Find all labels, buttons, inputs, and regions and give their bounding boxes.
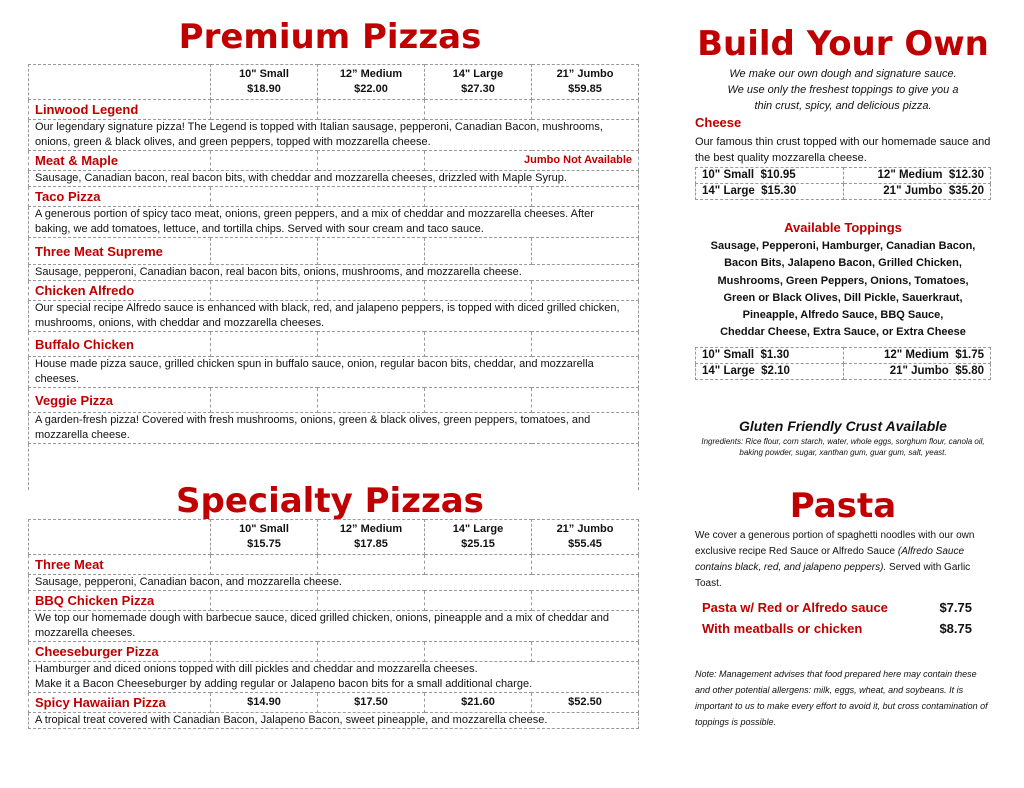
pizza-name: Buffalo Chicken: [29, 332, 211, 357]
premium-pizzas-title: Premium Pizzas: [178, 17, 482, 57]
size-large: 14" Large $25.15: [425, 520, 532, 555]
size-medium: 12” Medium $17.85: [318, 520, 425, 555]
premium-pizza-table: [28, 64, 639, 490]
available-toppings-heading: Available Toppings: [784, 220, 902, 235]
cheese-price-small: 10" Small $10.95: [696, 168, 844, 184]
pizza-name: Veggie Pizza: [29, 388, 211, 413]
toppings-list: Sausage, Pepperoni, Hamburger, Canadian Bacon, Bacon Bits, Jalapeno Bacon, Grilled Chicken, Mushrooms, Green Peppers, Onions, Tomatoes, Green or Black Olives, Dill Pickle, Sauerkraut, Pineapple, Alfredo Sauce, BBQ Sauce, Cheddar Cheese, Extra Sauce, or Extra Cheese: [710, 240, 976, 339]
pizza-name: Linwood Legend: [29, 100, 211, 120]
size-jumbo: 21” Jumbo $59.85: [532, 65, 639, 100]
pizza-name: Cheeseburger Pizza: [29, 642, 211, 662]
pasta-item: Pasta w/ Red or Alfredo sauce $7.75: [702, 600, 972, 615]
pizza-name: Taco Pizza: [29, 187, 211, 207]
pizza-description: Hamburger and diced onions topped with dill pickles and cheddar and mozzarella cheeses. Make it a Bacon Cheeseburger by adding regular or Jalapeno bacon bits for a small additional charge.: [29, 662, 639, 693]
allergen-note: Note: Management advises that food prepared here may contain these and other potential allergens: milk, eggs, wheat, and soybeans. It is important to us to make every effort to avoid it, but cross contamination of toppings is possible.: [695, 669, 988, 727]
price-medium: $17.50: [318, 693, 425, 713]
pizza-name: Meat & Maple: [29, 151, 211, 171]
pizza-name: Spicy Hawaiian Pizza: [29, 693, 211, 713]
size-small: 10" Small $18.90: [211, 65, 318, 100]
size-medium: 12” Medium $22.00: [318, 65, 425, 100]
pizza-name: Three Meat: [29, 555, 211, 575]
pasta-item: With meatballs or chicken $8.75: [702, 621, 972, 636]
pizza-description: We top our homemade dough with barbecue sauce, diced grilled chicken, onions, pineapple and a mix of cheddar and mozzarella cheeses.: [29, 611, 639, 642]
pizza-description: A generous portion of spicy taco meat, onions, green peppers, and a mix of cheddar and mozzarella cheeses. After baking, we add tomatoes, lettuce, and tortilla chips. Served with sour cream and taco sauce.: [29, 207, 639, 238]
size-header-row: [29, 65, 639, 100]
cheese-description: Our famous thin crust topped with our homemade sauce and the best quality mozzarella cheese.: [695, 136, 991, 164]
topping-price-jumbo: 21" Jumbo $5.80: [843, 364, 991, 380]
pasta-description: We cover a generous portion of spaghetti noodles with our own exclusive recipe Red Sauce or Alfredo Sauce (Alfredo Sauce contains black, red, and jalapeno peppers). Served with Garlic Toast.: [695, 530, 975, 589]
pasta-title: Pasta: [789, 486, 897, 526]
price-large: $21.60: [425, 693, 532, 713]
pizza-name: Three Meat Supreme: [29, 238, 211, 265]
topping-price-large: 14" Large $2.10: [696, 364, 844, 380]
price-jumbo: $52.50: [532, 693, 639, 713]
size-header-row: [29, 520, 639, 555]
size-jumbo: 21” Jumbo $55.45: [532, 520, 639, 555]
build-your-own-title: Build Your Own: [697, 24, 989, 64]
gluten-friendly-heading: Gluten Friendly Crust Available: [739, 418, 947, 434]
specialty-pizzas-title: Specialty Pizzas: [176, 481, 484, 521]
pizza-name: Chicken Alfredo: [29, 281, 211, 301]
pizza-description: House made pizza sauce, grilled chicken spun in buffalo sauce, onion, regular bacon bits, cheddar, and mozzarella cheeses.: [29, 357, 639, 388]
cheese-price-table: [695, 167, 991, 200]
pizza-description: Sausage, pepperoni, Canadian bacon, real bacon bits, onions, mushrooms, and mozzarella cheese.: [29, 265, 639, 281]
pizza-description: A tropical treat covered with Canadian Bacon, Jalapeno Bacon, sweet pineapple, and mozzarella cheese.: [29, 713, 639, 729]
cheese-price-medium: 12" Medium $12.30: [843, 168, 991, 184]
gluten-ingredients: Ingredients: Rice flour, corn starch, water, whole eggs, sorghum flour, canola oil, baking powder, sugar, xanthan gum, guar gum, salt, yeast.: [701, 437, 985, 457]
byo-intro: We make our own dough and signature sauce. We use only the freshest toppings to give you a thin crust, spicy, and delicious pizza.: [727, 68, 959, 112]
pizza-name: BBQ Chicken Pizza: [29, 591, 211, 611]
specialty-pizza-table: [28, 519, 639, 729]
pizza-description: Our legendary signature pizza! The Legend is topped with Italian sausage, pepperoni, Canadian Bacon, mushrooms, onions, green & black olives, and green peppers, topped with mozzarella cheese.: [29, 120, 639, 151]
topping-price-small: 10" Small $1.30: [696, 348, 844, 364]
price-small: $14.90: [211, 693, 318, 713]
jumbo-not-available-note: Jumbo Not Available: [425, 151, 639, 171]
pizza-description: A garden-fresh pizza! Covered with fresh mushrooms, onions, green & black olives, green peppers, tomatoes, and mozzarella cheese.: [29, 413, 639, 444]
cheese-price-jumbo: 21" Jumbo $35.20: [843, 184, 991, 200]
cheese-price-large: 14" Large $15.30: [696, 184, 844, 200]
size-large: 14" Large $27.30: [425, 65, 532, 100]
size-small: 10" Small $15.75: [211, 520, 318, 555]
topping-price-medium: 12" Medium $1.75: [843, 348, 991, 364]
pizza-description: Our special recipe Alfredo sauce is enhanced with black, red, and jalapeno peppers, is topped with diced grilled chicken, mushrooms, onions, with cheddar and mozzarella cheeses.: [29, 301, 639, 332]
pizza-description: Sausage, Canadian bacon, real bacon bits, with cheddar and mozzarella cheeses, drizzled with Maple Syrup.: [29, 171, 639, 187]
pizza-description: Sausage, pepperoni, Canadian bacon, and mozzarella cheese.: [29, 575, 639, 591]
cheese-heading: Cheese: [695, 115, 742, 130]
topping-price-table: [695, 347, 991, 380]
